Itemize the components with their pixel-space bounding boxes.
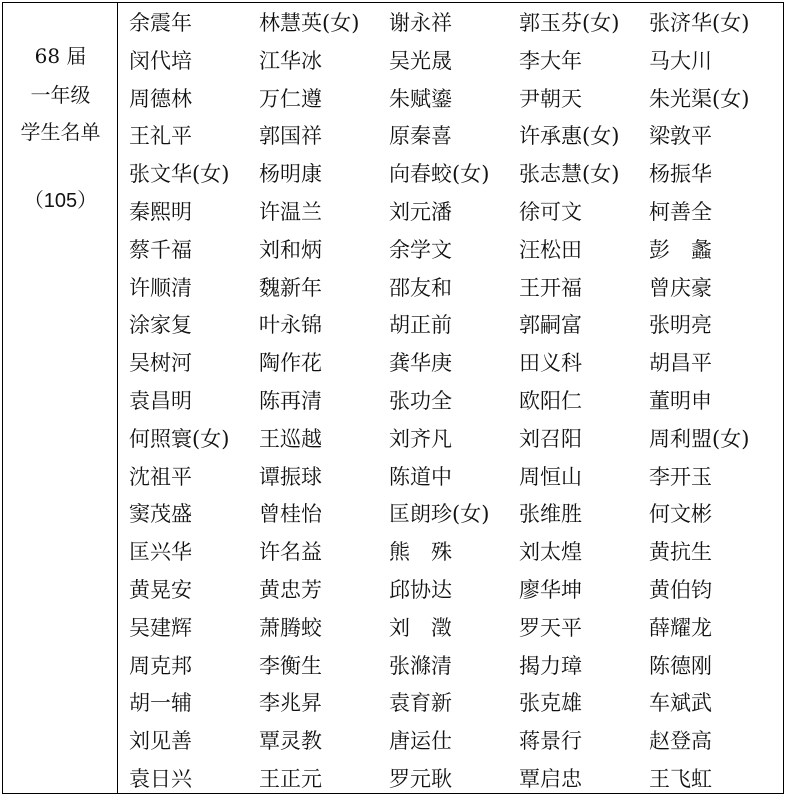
student-name: 涂家复 — [129, 313, 192, 338]
student-name: 郭嗣富 — [519, 313, 582, 338]
student-row — [129, 764, 779, 802]
student-name: 张克雄 — [519, 691, 582, 716]
student-name: 覃灵教 — [259, 729, 322, 754]
student-name: 许承惠(女) — [519, 124, 620, 149]
student-name: 罗天平 — [519, 615, 582, 640]
student-row — [129, 46, 779, 84]
student-name: 刘 澂 — [389, 615, 452, 640]
student-name: 陈德刚 — [649, 653, 712, 678]
student-name: 袁育新 — [389, 691, 452, 716]
student-name: 黄抗生 — [649, 540, 712, 565]
student-row — [129, 688, 779, 726]
student-name: 田义科 — [519, 351, 582, 376]
student-name: 袁日兴 — [129, 766, 192, 791]
student-name: 欧阳仁 — [519, 388, 582, 413]
student-row — [129, 499, 779, 537]
student-name: 彭 蠡 — [649, 237, 712, 262]
student-name: 朱赋鎏 — [389, 86, 452, 111]
student-row — [129, 575, 779, 613]
student-name: 曾庆豪 — [649, 275, 712, 300]
student-name: 张志慧(女) — [519, 162, 620, 187]
student-row — [129, 462, 779, 500]
student-name: 周利盟(女) — [649, 426, 750, 451]
student-name: 黄伯钧 — [649, 577, 712, 602]
student-row — [129, 310, 779, 348]
student-name: 余学文 — [389, 237, 452, 262]
student-row — [129, 84, 779, 122]
student-name: 张济华(女) — [649, 11, 750, 35]
student-row — [129, 386, 779, 424]
student-name: 王巡越 — [259, 426, 322, 451]
student-name: 谢永祥 — [389, 11, 452, 35]
student-name: 李兆昇 — [259, 691, 322, 716]
student-row — [129, 651, 779, 689]
student-name: 吴树河 — [129, 351, 192, 376]
student-name: 刘元潘 — [389, 199, 452, 224]
student-name: 邵友和 — [389, 275, 452, 300]
student-name: 刘齐凡 — [389, 426, 452, 451]
student-name: 张文华(女) — [129, 162, 230, 187]
student-name: 唐运仕 — [389, 729, 452, 754]
student-name: 罗元耿 — [389, 766, 452, 791]
student-row — [129, 8, 779, 46]
student-name: 周克邦 — [129, 653, 192, 678]
student-name: 王飞虹 — [649, 766, 712, 791]
student-name: 何文彬 — [649, 502, 712, 527]
student-name: 车斌武 — [649, 691, 712, 716]
student-name: 王开福 — [519, 275, 582, 300]
student-name: 谭振球 — [259, 464, 322, 489]
student-count: （105） — [23, 190, 98, 212]
student-row — [129, 613, 779, 651]
class-list-label: 学生名单 — [20, 120, 101, 144]
student-name: 许温兰 — [259, 199, 322, 224]
student-name: 许顺清 — [129, 275, 192, 300]
student-name: 杨明康 — [259, 162, 322, 187]
student-name: 向春蛟(女) — [389, 162, 490, 187]
student-name: 曾桂怡 — [259, 502, 322, 527]
student-name-grid — [129, 8, 779, 802]
student-name: 朱光渠(女) — [649, 86, 750, 111]
student-name: 周德林 — [129, 86, 192, 111]
student-name: 覃启忠 — [519, 766, 582, 791]
student-name: 梁敦平 — [649, 124, 712, 149]
student-name: 何照寰(女) — [129, 426, 230, 451]
student-name: 闵代培 — [129, 48, 192, 73]
student-name: 匡朗珍(女) — [389, 502, 490, 527]
student-name: 赵登高 — [649, 729, 712, 754]
student-name: 原秦喜 — [389, 124, 452, 149]
student-name: 龚华庚 — [389, 351, 452, 376]
name-list-table — [2, 2, 784, 794]
student-name: 王礼平 — [129, 124, 192, 149]
student-name: 许名益 — [259, 540, 322, 565]
student-name: 胡一辅 — [129, 691, 192, 716]
student-name: 江华冰 — [259, 48, 322, 73]
student-name: 胡昌平 — [649, 351, 712, 376]
student-name: 陶作花 — [259, 351, 322, 376]
student-name: 李开玉 — [649, 464, 712, 489]
student-name: 余震年 — [129, 11, 192, 35]
student-name: 郭国祥 — [259, 124, 322, 149]
student-name: 萧腾蛟 — [259, 615, 322, 640]
student-name: 秦熙明 — [129, 199, 192, 224]
class-grade-label: 一年级 — [30, 83, 91, 107]
student-name: 陈道中 — [389, 464, 452, 489]
student-name: 杨振华 — [649, 162, 712, 187]
student-name: 袁昌明 — [129, 388, 192, 413]
student-name: 薛耀龙 — [649, 615, 712, 640]
student-row — [129, 424, 779, 462]
student-name: 胡正前 — [389, 313, 452, 338]
student-name: 沈祖平 — [129, 464, 192, 489]
student-name: 窦茂盛 — [129, 502, 192, 527]
student-name: 匡兴华 — [129, 540, 192, 565]
student-name: 廖华坤 — [519, 577, 582, 602]
student-name: 黄晃安 — [129, 577, 192, 602]
student-name: 周恒山 — [519, 464, 582, 489]
student-name: 刘和炳 — [259, 237, 322, 262]
student-name: 蔡千福 — [129, 237, 192, 262]
student-name: 张明亮 — [649, 313, 712, 338]
student-name: 刘太煌 — [519, 540, 582, 565]
student-row — [129, 273, 779, 311]
student-name: 张滌清 — [389, 653, 452, 678]
student-name: 郭玉芬(女) — [519, 11, 620, 35]
student-name: 张功全 — [389, 388, 452, 413]
student-name: 揭力璋 — [519, 653, 582, 678]
student-name: 邱协达 — [389, 577, 452, 602]
student-row — [129, 197, 779, 235]
student-row — [129, 537, 779, 575]
student-row — [129, 235, 779, 273]
student-row — [129, 348, 779, 386]
student-name: 刘召阳 — [519, 426, 582, 451]
student-name: 吴光晟 — [389, 48, 452, 73]
student-name: 万仁遵 — [259, 86, 322, 111]
student-name: 汪松田 — [519, 237, 582, 262]
student-name: 陈再清 — [259, 388, 322, 413]
student-row — [129, 159, 779, 197]
student-name: 董明申 — [649, 388, 712, 413]
student-name: 熊 殊 — [389, 540, 452, 565]
class-label-cell — [3, 3, 118, 793]
student-name: 叶永锦 — [259, 313, 322, 338]
student-name: 徐可文 — [519, 199, 582, 224]
class-year-label: 68 届 — [34, 44, 87, 68]
student-name: 林慧英(女) — [259, 11, 360, 35]
student-name: 李衡生 — [259, 653, 322, 678]
student-name: 尹朝天 — [519, 86, 582, 111]
student-name: 蒋景行 — [519, 729, 582, 754]
student-name: 黄忠芳 — [259, 577, 322, 602]
student-name: 王正元 — [259, 766, 322, 791]
student-name: 张维胜 — [519, 502, 582, 527]
student-name: 柯善全 — [649, 199, 712, 224]
student-name: 魏新年 — [259, 275, 322, 300]
student-name: 吴建辉 — [129, 615, 192, 640]
student-name: 李大年 — [519, 48, 582, 73]
student-name: 马大川 — [649, 48, 712, 73]
student-row — [129, 121, 779, 159]
student-name: 刘见善 — [129, 729, 192, 754]
student-row — [129, 726, 779, 764]
